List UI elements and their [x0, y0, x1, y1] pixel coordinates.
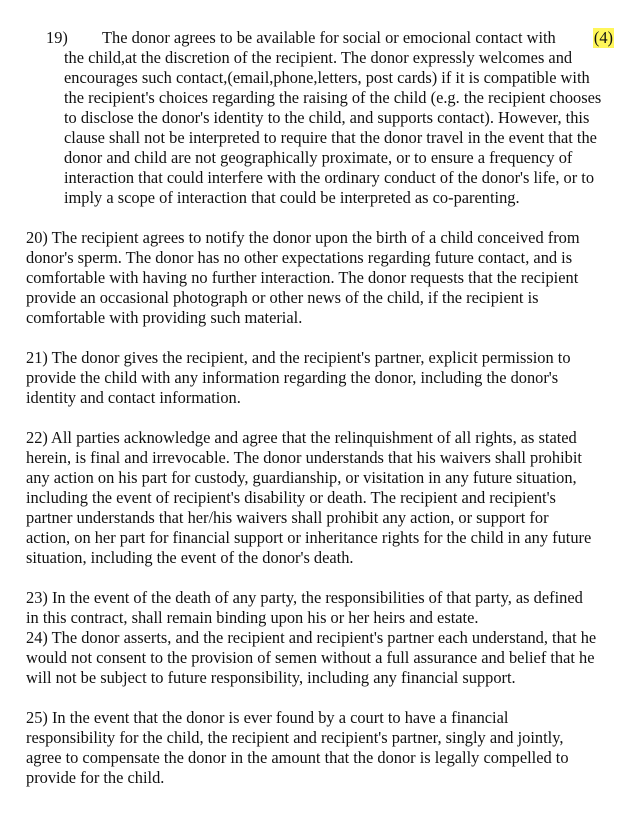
clause-25 [26, 708, 626, 788]
clause-24-line: 24) The donor asserts, and the recipient and recipient's partner each understand, that he [26, 628, 597, 647]
clause-20-line: comfortable with providing such material. [26, 308, 303, 327]
clause-19-line: the recipient's choices regarding the raising of the child (e.g. the recipient chooses [64, 88, 602, 107]
clause-21 [26, 348, 626, 408]
clause-20-line: provide an occasional photograph or other news of the child, if the recipient is [26, 288, 539, 307]
clause-25-line: responsibility for the child, the recipient and recipient's partner, singly and jointly, [26, 728, 564, 747]
clause-25-line: provide for the child. [26, 768, 165, 787]
clause-19-number: 19) [46, 28, 68, 47]
document-page [26, 28, 626, 808]
clause-23-line: 23) In the event of the death of any party, the responsibilities of that party, as defined [26, 588, 583, 607]
clause-21-line: provide the child with any information regarding the donor, including the donor's [26, 368, 559, 387]
clause-24-line: would not consent to the provision of semen without a full assurance and belief that he [26, 648, 595, 667]
clause-24-line: will not be subject to future responsibility, including any financial support. [26, 668, 516, 687]
clause-22-line: any action on his part for custody, guardianship, or visitation in any future situation, [26, 468, 577, 487]
clause-22-line: herein, is final and irrevocable. The donor understands that his waivers shall prohibit [26, 448, 582, 467]
page-number-highlight: (4) [593, 28, 613, 47]
clause-20-line: 20) The recipient agrees to notify the donor upon the birth of a child conceived from [26, 228, 580, 247]
clause-19-line: clause shall not be interpreted to require that the donor travel in the event that the [64, 128, 597, 147]
clause-19-line: The donor agrees to be available for social or emocional contact with [102, 28, 556, 47]
clause-22 [26, 428, 626, 568]
clause-19-line: imply a scope of interaction that could be interpreted as co-parenting. [64, 188, 520, 207]
clause-19-line: interaction that could interfere with the ordinary conduct of the donor's life, or to [64, 168, 595, 187]
clause-20-line: donor's sperm. The donor has no other expectations regarding future contact, and is [26, 248, 573, 267]
clause-22-line: situation, including the event of the donor's death. [26, 548, 354, 567]
clause-19 [26, 28, 626, 208]
clause-19-line: encourages such contact,(email,phone,letters, post cards) if it is compatible with [64, 68, 590, 87]
clause-20-line: comfortable with having no further interaction. The donor requests that the recipient [26, 268, 579, 287]
clause-22-line: including the event of recipient's disability or death. The recipient and recipient's [26, 488, 556, 507]
clause-21-line: identity and contact information. [26, 388, 241, 407]
clause-23-line: in this contract, shall remain binding upon his or her heirs and estate. [26, 608, 479, 627]
clause-25-line: agree to compensate the donor in the amount that the donor is legally compelled to [26, 748, 569, 767]
clause-19-line: donor and child are not geographically proximate, or to ensure a frequency of [64, 148, 573, 167]
clause-22-line: action, on her part for financial support or inheritance rights for the child in any future [26, 528, 592, 547]
clause-19-line: to disclose the donor's identity to the child, and supports contact). However, this [64, 108, 590, 127]
clause-23 [26, 588, 626, 628]
clause-22-line: 22) All parties acknowledge and agree that the relinquishment of all rights, as stated [26, 428, 577, 447]
clause-21-line: 21) The donor gives the recipient, and the recipient's partner, explicit permission to [26, 348, 571, 367]
clause-19-line: the child,at the discretion of the recipient. The donor expressly welcomes and [64, 48, 573, 67]
clause-25-line: 25) In the event that the donor is ever found by a court to have a financial [26, 708, 509, 727]
clause-22-line: partner understands that her/his waivers shall prohibit any action, or support for [26, 508, 549, 527]
clause-24 [26, 628, 626, 688]
clause-20 [26, 228, 626, 328]
